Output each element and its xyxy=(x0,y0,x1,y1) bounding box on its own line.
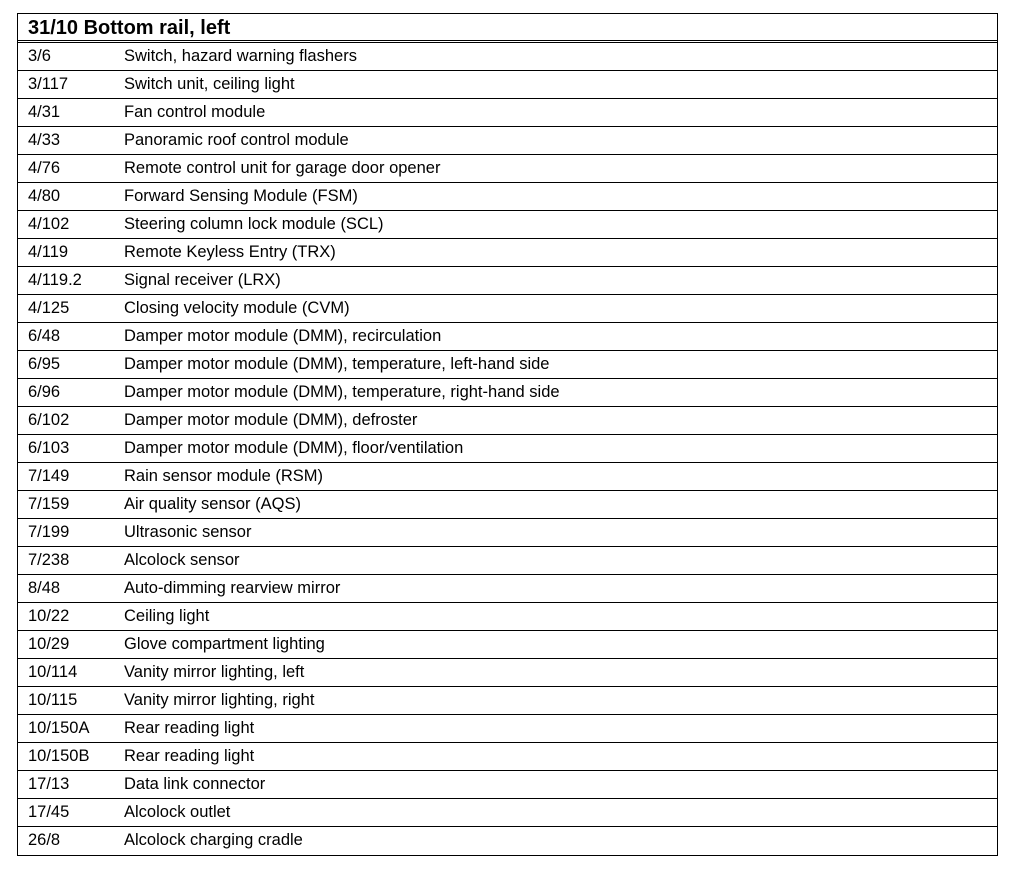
component-description: Rear reading light xyxy=(124,747,255,765)
component-code: 6/102 xyxy=(28,411,70,429)
component-description: Vanity mirror lighting, right xyxy=(124,691,315,709)
component-code: 6/103 xyxy=(28,439,70,457)
table-row xyxy=(18,155,997,183)
component-code: 6/48 xyxy=(28,327,61,345)
table-row xyxy=(18,519,997,547)
component-code: 4/80 xyxy=(28,187,61,205)
component-code: 4/102 xyxy=(28,215,70,233)
component-description: Signal receiver (LRX) xyxy=(124,271,281,289)
table-row xyxy=(18,351,997,379)
component-description: Glove compartment lighting xyxy=(124,635,325,653)
component-code: 8/48 xyxy=(28,579,61,597)
table-title: 31/10 Bottom rail, left xyxy=(18,14,997,43)
table-row xyxy=(18,267,997,295)
component-code: 17/45 xyxy=(28,803,70,821)
component-code: 4/125 xyxy=(28,299,70,317)
table-row xyxy=(18,435,997,463)
component-description: Vanity mirror lighting, left xyxy=(124,663,305,681)
component-description: Switch, hazard warning flashers xyxy=(124,47,357,65)
component-description: Rear reading light xyxy=(124,719,255,737)
component-description: Data link connector xyxy=(124,775,266,793)
component-description: Alcolock sensor xyxy=(124,551,240,569)
table-row xyxy=(18,743,997,771)
component-description: Remote control unit for garage door opener xyxy=(124,159,441,177)
table-row xyxy=(18,295,997,323)
component-code: 7/149 xyxy=(28,467,70,485)
component-code: 3/117 xyxy=(28,75,69,93)
component-code: 4/119 xyxy=(28,243,69,261)
component-code: 10/22 xyxy=(28,607,70,625)
component-description: Auto-dimming rearview mirror xyxy=(124,579,341,597)
component-description: Remote Keyless Entry (TRX) xyxy=(124,243,336,261)
table-row xyxy=(18,407,997,435)
table-row xyxy=(18,211,997,239)
table-row xyxy=(18,183,997,211)
component-description: Damper motor module (DMM), floor/ventilation xyxy=(124,439,464,457)
table-row xyxy=(18,547,997,575)
component-description: Fan control module xyxy=(124,103,266,121)
component-code: 7/159 xyxy=(28,495,70,513)
component-description: Forward Sensing Module (FSM) xyxy=(124,187,358,205)
component-code: 3/6 xyxy=(28,47,51,65)
table-body xyxy=(18,43,997,855)
component-code: 4/119.2 xyxy=(28,271,82,289)
table-row xyxy=(18,799,997,827)
table-row xyxy=(18,71,997,99)
component-description: Damper motor module (DMM), recirculation xyxy=(124,327,442,345)
table-row xyxy=(18,687,997,715)
component-description: Damper motor module (DMM), defroster xyxy=(124,411,418,429)
table-row xyxy=(18,603,997,631)
component-description: Switch unit, ceiling light xyxy=(124,75,295,93)
table-row xyxy=(18,659,997,687)
component-code: 6/95 xyxy=(28,355,61,373)
component-description: Ceiling light xyxy=(124,607,210,625)
component-code: 10/114 xyxy=(28,663,78,681)
component-code: 10/150B xyxy=(28,747,90,765)
table-row xyxy=(18,575,997,603)
table-row xyxy=(18,491,997,519)
component-description: Rain sensor module (RSM) xyxy=(124,467,323,485)
table-row xyxy=(18,127,997,155)
component-code: 4/31 xyxy=(28,103,61,121)
table-row xyxy=(18,631,997,659)
component-code: 10/150A xyxy=(28,719,90,737)
component-code: 7/238 xyxy=(28,551,70,569)
component-code: 4/76 xyxy=(28,159,61,177)
table-row xyxy=(18,715,997,743)
component-description: Ultrasonic sensor xyxy=(124,523,252,541)
component-description: Panoramic roof control module xyxy=(124,131,349,149)
component-description: Closing velocity module (CVM) xyxy=(124,299,350,317)
component-code: 10/115 xyxy=(28,691,78,709)
table-row xyxy=(18,827,997,855)
component-table xyxy=(17,13,998,856)
component-code: 26/8 xyxy=(28,831,61,849)
component-description: Air quality sensor (AQS) xyxy=(124,495,301,513)
component-code: 4/33 xyxy=(28,131,61,149)
table-row xyxy=(18,43,997,71)
component-description: Alcolock outlet xyxy=(124,803,231,821)
table-row xyxy=(18,323,997,351)
table-row xyxy=(18,99,997,127)
table-row xyxy=(18,379,997,407)
component-code: 6/96 xyxy=(28,383,61,401)
component-description: Damper motor module (DMM), temperature, left-hand side xyxy=(124,355,550,373)
component-code: 10/29 xyxy=(28,635,70,653)
component-code: 17/13 xyxy=(28,775,70,793)
table-row xyxy=(18,771,997,799)
component-code: 7/199 xyxy=(28,523,70,541)
component-description: Damper motor module (DMM), temperature, right-hand side xyxy=(124,383,560,401)
table-row xyxy=(18,239,997,267)
component-description: Steering column lock module (SCL) xyxy=(124,215,384,233)
table-row xyxy=(18,463,997,491)
component-description: Alcolock charging cradle xyxy=(124,831,303,849)
